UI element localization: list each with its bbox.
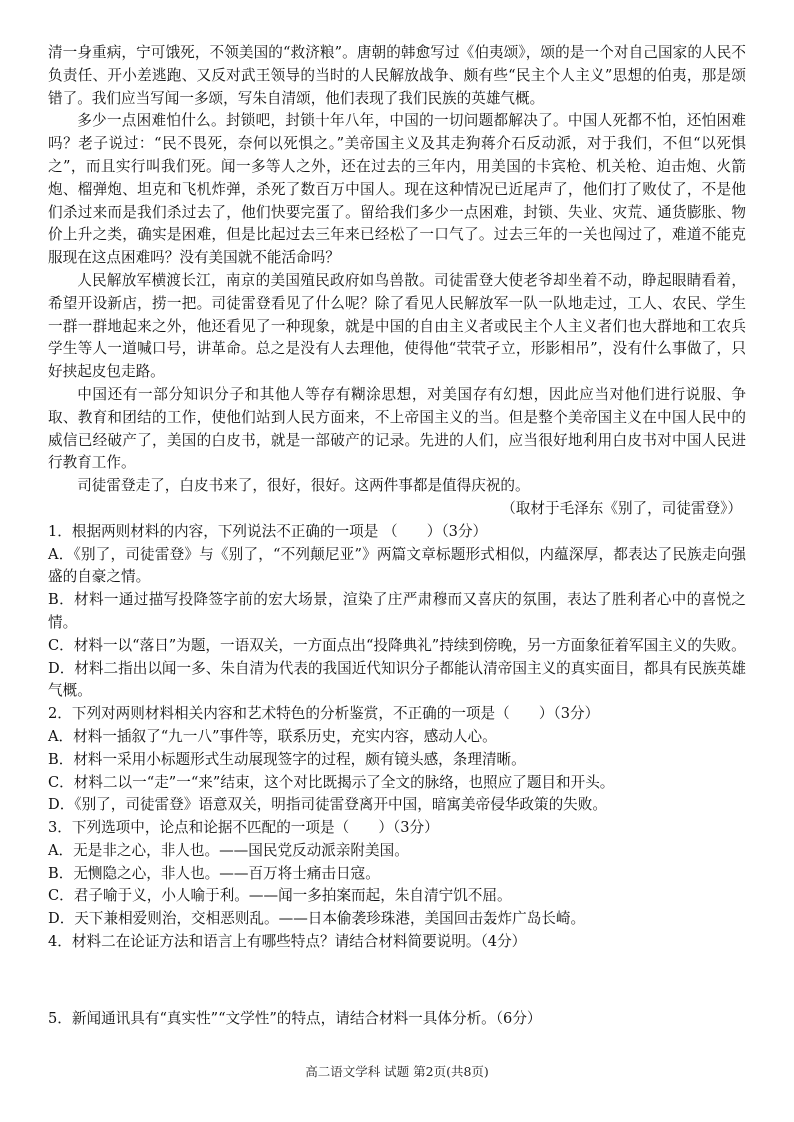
question-3-option-b: B．无恻隐之心，非人也。——百万将士痛击日寇。 (48, 864, 380, 882)
question-3-option-a: A．无是非之心，非人也。——国民党反动派亲附美国。 (48, 841, 409, 859)
passage-paragraph-5: 司徒雷登走了，白皮书来了，很好，很好。这两件事都是值得庆祝的。 (77, 477, 530, 495)
question-2-stem: 2．下列对两则材料相关内容和艺术特色的分析鉴赏，不正确的一项是（ ）（3分） (48, 705, 600, 723)
question-1-stem: 1．根据两则材料的内容，下列说法不正确的一项是 （ ）（3分） (48, 522, 488, 540)
question-1-option-c: C．材料一以“落日”为题，一语双关，一方面点出“投降典礼”持续到傍晚，另一方面象征着军国主义的失败。 (48, 636, 746, 654)
question-2 (48, 703, 746, 817)
question-2-option-b: B．材料一采用小标题形式生动展现签字的过程，颇有镜头感，条理清晰。 (48, 750, 526, 768)
question-3-option-d: D．天下兼相爱则治，交相恶则乱。——日本偷袭珍珠港，美国回击轰炸广岛长崎。 (48, 910, 586, 928)
question-1-option-a: A．《别了，司徒雷登》与《别了，“不列颠尼亚”》两篇文章标题形式相似，内蕴深厚，都表达了民族走向强盛的自豪之情。 (48, 545, 746, 586)
question-2-option-a: A．材料一插叙了“九一八”事件等，联系历史，充实内容，感动人心。 (48, 727, 497, 745)
question-5: 5．新闻通讯具有“真实性”“文学性”的特点，请结合材料一具体分析。（6分） (48, 1009, 542, 1027)
question-2-option-c: C．材料二以一“走”一“来”结束，这个对比既揭示了全文的脉络，也照应了题目和开头。 (48, 773, 615, 791)
page-footer: 高二语文学科 试题 第2页(共8页) (305, 1064, 489, 1079)
question-3 (48, 817, 746, 931)
question-2-option-d: D．《别了，司徒雷登》语意双关，明指司徒雷登离开中国，暗寓美帝侵华政策的失败。 (48, 796, 607, 814)
question-3-option-c: C．君子喻于义，小人喻于利。——闻一多拍案而起，朱自清宁饥不屈。 (48, 887, 512, 905)
question-4: 4．材料二在论证方法和语言上有哪些特点？请结合材料简要说明。（4分） (48, 933, 527, 951)
passage-source: （取材于毛泽东《别了，司徒雷登》） (501, 499, 742, 517)
passage-paragraph-4: 中国还有一部分知识分子和其他人等存有糊涂思想，对美国存有幻想，因此应当对他们进行说服、争取、教育和团结的工作，使他们站到人民方面来，不上帝国主义的当。但是整个美帝国主义在中国人民中的威信已经破产了，美国的白皮书，就是一部破产的记录。先进的人们，应当很好地利用白皮书对中国人民进行教育工作。 (48, 385, 746, 472)
page-content (48, 42, 746, 1031)
question-1 (48, 521, 746, 703)
question-1-option-b: B．材料一通过描写投降签字前的宏大场景，渲染了庄严肃穆而又喜庆的氛围，表达了胜利者心中的喜悦之情。 (48, 591, 746, 631)
passage-paragraph-3: 人民解放军横渡长江，南京的美国殖民政府如鸟兽散。司徒雷登大使老爷却坐着不动，睁起眼睛看着，希望开设新店，捞一把。司徒雷登看见了什么呢？除了看见人民解放军一队一队地走过，工人、农民、学生一群一群地起来之外，他还看见了一种现象，就是中国的自由主义者或民主个人主义者们也大群地和工农兵学生等人一道喊口号，讲革命。总之是没有人去理他，使得他“茕茕孑立，形影相吊”，没有什么事做了，只好挟起皮包走路。 (48, 271, 746, 381)
passage-paragraph-1: 清一身重病，宁可饿死，不领美国的“救济粮”。唐朝的韩愈写过《伯夷颂》，颂的是一个对自己国家的人民不负责任、开小差逃跑、又反对武王领导的当时的人民解放战争、颇有些“民主个人主义”思想的伯夷，那是颂错了。我们应当写闻一多颂，写朱自清颂，他们表现了我们民族的英雄气概。 (48, 44, 746, 107)
question-1-option-d: D．材料二指出以闻一多、朱自清为代表的我国近代知识分子都能认清帝国主义的真实面目，都具有民族英雄气概。 (48, 659, 746, 700)
passage-paragraph-2: 多少一点困难怕什么。封锁吧，封锁十年八年，中国的一切问题都解决了。中国人死都不怕，还怕困难吗？老子说过：“民不畏死，奈何以死惧之。”美帝国主义及其走狗蒋介石反动派，对于我们，不但“以死惧之”，而且实行叫我们死。闻一多等人之外，还在过去的三年内，用美国的卡宾枪、机关枪、迫击炮、火箭炮、榴弹炮、坦克和飞机炸弹，杀死了数百万中国人。现在这种情况已近尾声了，他们打了败仗了，不是他们杀过来而是我们杀过去了，他们快要完蛋了。留给我们多少一点困难，封锁、失业、灾荒、通货膨胀、物价上升之类，确实是困难，但是比起过去三年来已经松了一口气了。过去三年的一关也闯过了，难道不能克服现在这点困难吗？没有美国就不能活命吗？ (48, 112, 746, 267)
question-3-stem: 3．下列选项中，论点和论据不匹配的一项是（ ）（3分） (48, 819, 439, 837)
question-4-answer-space (48, 954, 746, 1008)
